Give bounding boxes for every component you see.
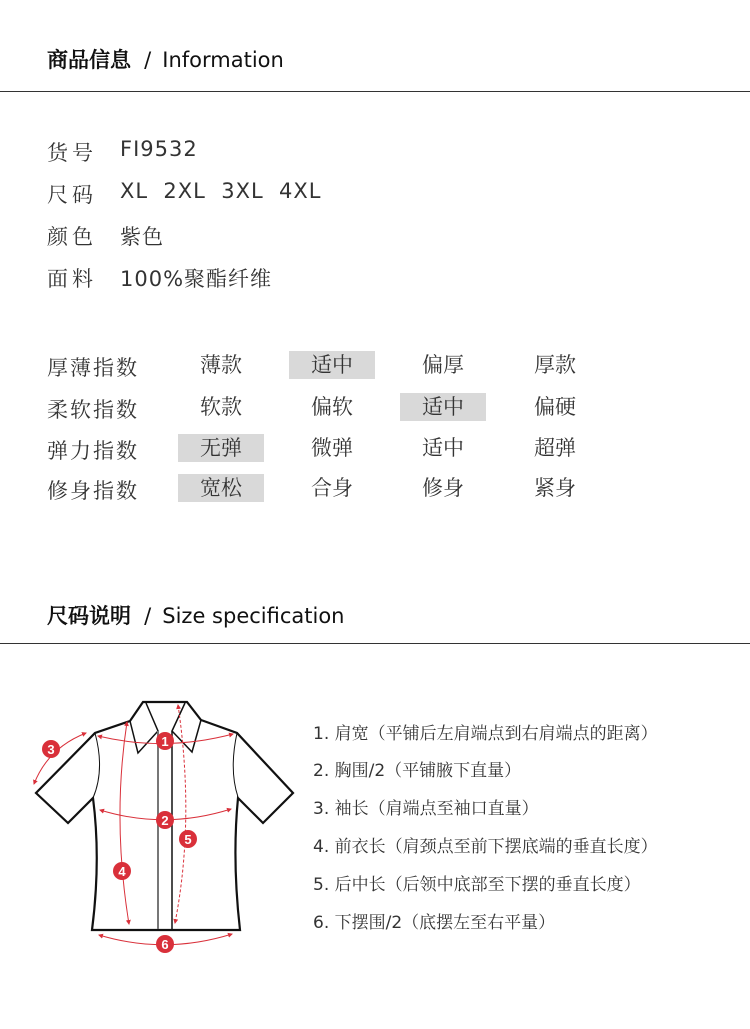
index-option: 适中: [422, 436, 464, 460]
index-option: 修身: [422, 476, 464, 500]
info-value: FI9532: [120, 137, 198, 161]
spec-item: 4. 前衣长（肩颈点至前下摆底端的垂直长度）: [313, 837, 658, 857]
info-label: 尺码: [47, 183, 97, 207]
index-option-selected: 无弹: [178, 434, 264, 462]
svg-text:2: 2: [161, 813, 169, 828]
marker-3: [42, 740, 60, 758]
index-option: 软款: [200, 395, 242, 419]
index-option: 紧身: [534, 476, 576, 500]
index-option: 偏硬: [534, 395, 576, 419]
spec-item: 3. 袖长（肩端点至袖口直量）: [313, 799, 539, 819]
info-label: 颜色: [47, 225, 97, 249]
size-section-header: [47, 600, 345, 630]
spec-item: 5. 后中长（后领中底部至下摆的垂直长度）: [313, 875, 641, 895]
index-label: 修身指数: [47, 479, 139, 503]
index-option: 偏厚: [422, 353, 464, 377]
marker-5: [179, 830, 197, 848]
index-option-selected: 宽松: [178, 474, 264, 502]
svg-text:4: 4: [118, 864, 126, 879]
marker-2: [156, 811, 174, 829]
index-option-selected: 适中: [289, 351, 375, 379]
index-option: 合身: [311, 476, 353, 500]
info-value: 100%聚酯纤维: [120, 267, 273, 291]
spec-item: 6. 下摆围/2（底摆左至右平量）: [313, 913, 556, 933]
spec-item: 2. 胸围/2（平铺腋下直量）: [313, 761, 522, 781]
index-option: 超弹: [534, 436, 576, 460]
shirt-measurement-diagram: [20, 690, 300, 960]
index-label: 柔软指数: [47, 398, 139, 422]
index-option-selected: 适中: [400, 393, 486, 421]
svg-text:6: 6: [161, 937, 169, 952]
info-value: XL 2XL 3XL 4XL: [120, 179, 322, 203]
info-label: 面料: [47, 267, 97, 291]
size-section-subtitle: Size specification: [162, 604, 345, 628]
divider: [0, 91, 750, 92]
index-label: 厚薄指数: [47, 356, 139, 380]
marker-6: [156, 935, 174, 953]
info-value: 紫色: [120, 225, 164, 249]
info-section-title: 商品信息: [47, 48, 131, 72]
spec-item: 1. 肩宽（平铺后左肩端点到右肩端点的距离）: [313, 724, 658, 744]
info-label: 货号: [47, 141, 97, 165]
measurement-arrows: [34, 705, 233, 945]
marker-4: [113, 862, 131, 880]
size-section-title: 尺码说明: [47, 604, 131, 628]
index-label: 弹力指数: [47, 439, 139, 463]
index-option: 偏软: [311, 395, 353, 419]
svg-text:5: 5: [184, 832, 192, 847]
info-section-header: [47, 44, 284, 74]
index-option: 厚款: [534, 353, 576, 377]
svg-text:1: 1: [161, 734, 169, 749]
svg-text:3: 3: [47, 742, 55, 757]
index-option: 薄款: [200, 353, 242, 377]
title-slash: /: [144, 48, 152, 72]
title-slash: /: [144, 604, 152, 628]
info-section-subtitle: Information: [162, 48, 284, 72]
index-option: 微弹: [311, 436, 353, 460]
divider: [0, 643, 750, 644]
marker-1: [156, 732, 174, 750]
